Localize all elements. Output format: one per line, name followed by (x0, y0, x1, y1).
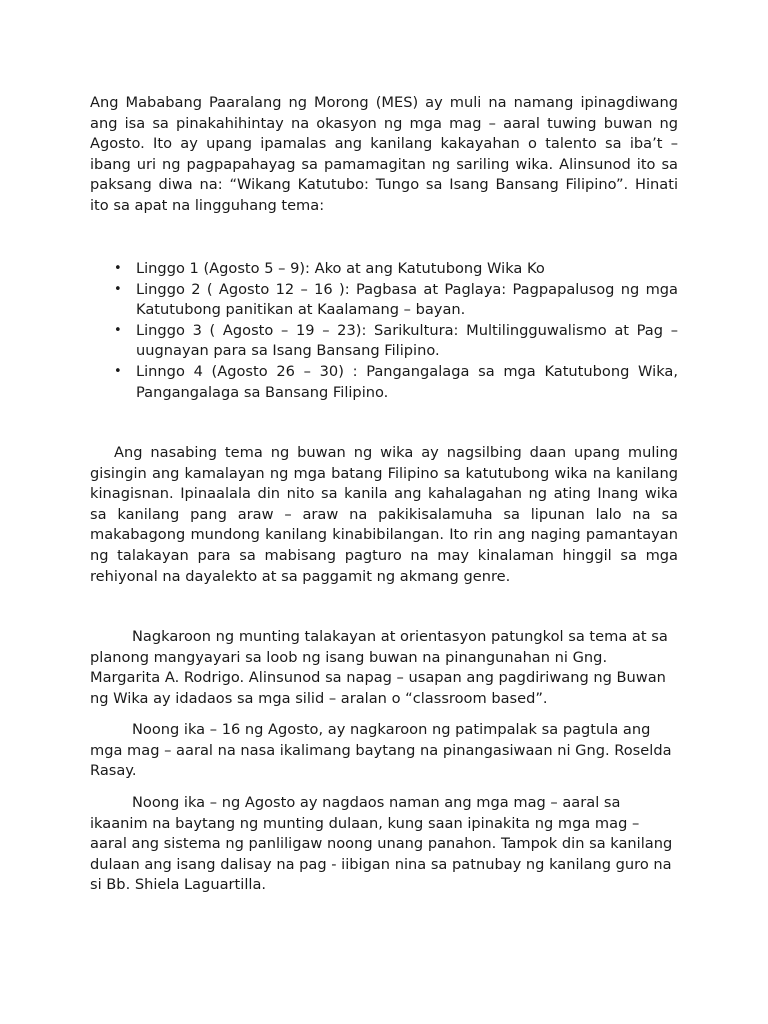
list-item (114, 362, 678, 403)
theme-text: Linngo 4 (Agosto 26 – 30) : Pangangalaga sa mga Katutubong Wika, Pangangalaga sa Bansang Filipino. (136, 362, 678, 401)
theme-text: Linggo 1 (Agosto 5 – 9): Ako at ang Katutubong Wika Ko (136, 260, 545, 277)
theme-significance-paragraph: Ang nasabing tema ng buwan ng wika ay nagsilbing daan upang muling gisingin ang kamalayan ng mga batang Filipino sa katutubong wika na kanilang kinagisnan. Ipinaalala din nito sa kanila ang kahalagahan ng ating Inang wika sa kanilang pang araw – araw na pakikisalamuha sa lipunan lalo na sa makabagong mundong kanilang kinabibilangan. Ito rin ang naging pamantayan ng talakayan para sa mabisang pagturo na may kinalaman hinggil sa mga rehiyonal na dayalekto at sa paggamit ng akmang genre. (90, 444, 678, 585)
drama-paragraph: Noong ika – ng Agosto ay nagdaos naman ang mga mag – aaral sa ikaanim na baytang ng munting dulaan, kung saan ipinakita ng mga mag – aaral ang sistema ng panliligaw noong unang panahon. Tampok din sa kanilang dulaan ang isang dalisay na pag - iibigan nina sa patnubay ng kanilang guro na si Bb. Shiela Laguartilla. (90, 794, 673, 894)
orientation-paragraph: Nagkaroon ng munting talakayan at orientasyon patungkol sa tema at sa planong mangyayari sa loob ng isang buwan na pinangunahan ni Gng. Margarita A. Rodrigo. Alinsunod sa napag – usapan ang pagdiriwang ng Buwan ng Wika ay idadaos sa mga silid – aralan o “classroom based”. (90, 628, 668, 707)
poetry-contest-paragraph: Noong ika – 16 ng Agosto, ay nagkaroon ng patimpalak sa pagtula ang mga mag – aaral na nasa ikalimang baytang na pinangasiwaan ni Gng. Roselda Rasay. (90, 721, 672, 780)
theme-text: Linggo 2 ( Agosto 12 – 16 ): Pagbasa at Paglaya: Pagpapalusog ng mga Katutubong panitikan at Kaalamang – bayan. (136, 280, 678, 319)
list-item (114, 321, 678, 362)
bullet-icon: • (114, 261, 122, 276)
bullet-icon: • (114, 281, 122, 297)
weekly-themes-list (114, 259, 678, 403)
intro-paragraph: Ang Mababang Paaralang ng Morong (MES) ay muli na namang ipinagdiwang ang isa sa pinakahihintay na okasyon ng mga mag – aaral tuwing buwan ng Agosto. Ito ay upang ipamalas ang kanilang kakayahan o talento sa iba’t – ibang uri ng pagpapahayag sa pamamagitan ng sariling wika. Alinsunod ito sa paksang diwa na: “Wikang Katutubo: Tungo sa Isang Bansang Filipino”. Hinati ito sa apat na lingguhang tema: (90, 94, 678, 214)
list-item (114, 280, 678, 321)
bullet-icon: • (114, 363, 122, 379)
list-item (114, 259, 678, 280)
theme-text: Linggo 3 ( Agosto – 19 – 23): Sarikultura: Multilingguwalismo at Pag – uugnayan para sa Isang Bansang Filipino. (136, 321, 678, 360)
bullet-icon: • (114, 322, 122, 338)
